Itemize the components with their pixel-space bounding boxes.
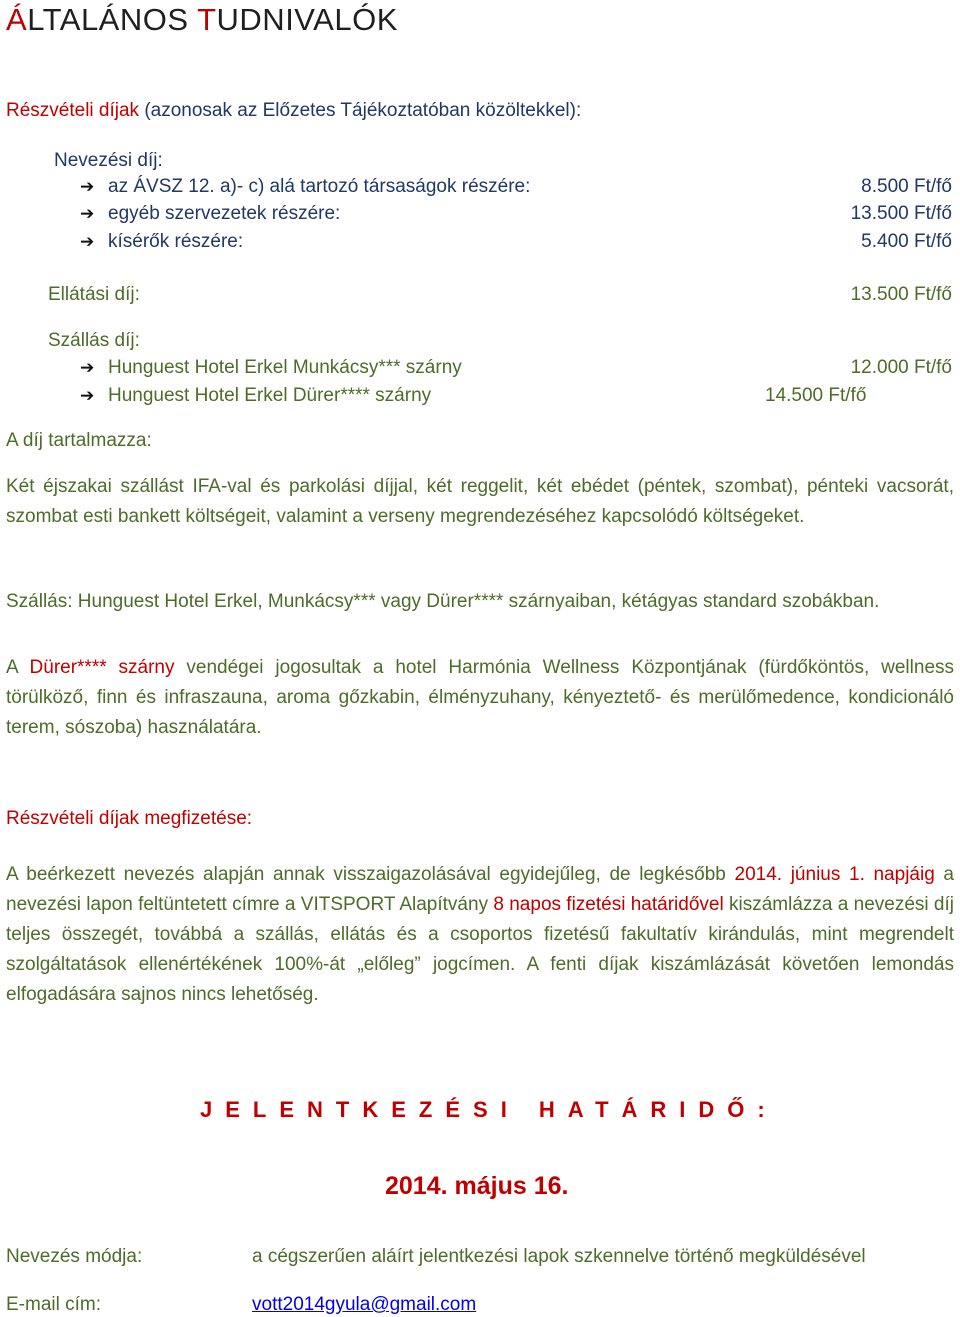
fees-heading: Részvételi díjak (azonosak az Előzetes Tájékoztatóban közöltekkel):	[6, 100, 582, 121]
lodging-fee-item-2: ➔ Hunguest Hotel Erkel Dürer**** szárny	[80, 385, 432, 406]
entry-fee-item-3: ➔ kísérők részére:	[80, 231, 244, 252]
lodging-fee-item-1: ➔ Hunguest Hotel Erkel Munkácsy*** szárny	[80, 357, 462, 378]
arrow-right-icon: ➔	[80, 386, 95, 405]
lodging-text: Szállás: Hunguest Hotel Erkel, Munkácsy*** vagy Dürer**** szárnyaiban, kétágyas standard szobákban.	[6, 591, 880, 612]
includes-label: A díj tartalmazza:	[6, 430, 152, 451]
lodging-fee-amount-1: 12.000 Ft/fő	[850, 357, 952, 378]
entry-fee-amount-2: 13.500 Ft/fő	[850, 203, 952, 224]
lodging-fee-label: Szállás díj:	[48, 330, 140, 351]
payment-paragraph: A beérkezett nevezés alapján annak visszaigazolásával egyidejűleg, de legkésőbb 2014. június 1. napjáig a nevezési lapon feltüntetett címre a VITSPORT Alapítvány 8 napos fizetési határidővel kiszámlázza a nevezési díj teljes összegét, továbbá a szállás, ellátás és a csoportos fizetésű fakultatív kirándulás, mint megrendelt szolgáltatások ellenértékének 100%-át „előleg” jogcímen. A fenti díjak kiszámlázását követően lemondás elfogadására sajnos nincs lehetőség.	[6, 864, 954, 1005]
entry-fee-amount-3: 5.400 Ft/fő	[861, 231, 952, 252]
arrow-right-icon: ➔	[80, 232, 95, 251]
arrow-right-icon: ➔	[80, 177, 95, 196]
registration-value: a cégszerűen aláírt jelentkezési lapok szkennelve történő megküldésével	[252, 1246, 866, 1267]
page-title: ÁLTALÁNOS TUDNIVALÓK	[6, 2, 398, 37]
arrow-right-icon: ➔	[80, 358, 95, 377]
entry-fee-label: Nevezési díj:	[54, 150, 163, 171]
deadline-date: 2014. május 16.	[385, 1172, 569, 1200]
lodging-fee-amount-2: 14.500 Ft/fő	[765, 385, 867, 406]
entry-fee-amount-1: 8.500 Ft/fő	[861, 176, 952, 197]
deadline-heading: JELENTKEZÉSI HATÁRIDŐ:	[200, 1097, 778, 1122]
registration-label: Nevezés módja:	[6, 1246, 143, 1267]
board-fee-label: Ellátási díj:	[48, 284, 140, 305]
arrow-right-icon: ➔	[80, 204, 95, 223]
durer-paragraph: A Dürer**** szárny vendégei jogosultak a hotel Harmónia Wellness Központjának (fürdőköntös, wellness törülköző, finn és infraszauna, aroma gőzkabin, élményzuhany, kényeztető- és merülőmedence, kondicionáló terem, sószoba) használatára.	[6, 657, 955, 738]
entry-fee-item-2: ➔ egyéb szervezetek részére:	[80, 203, 341, 224]
email-link[interactable]: vott2014gyula@gmail.com	[252, 1294, 477, 1315]
entry-fee-item-1: ➔ az ÁVSZ 12. a)- c) alá tartozó társaságok részére:	[80, 176, 531, 197]
board-fee-amount: 13.500 Ft/fő	[850, 284, 952, 305]
payment-heading: Részvételi díjak megfizetése:	[6, 808, 253, 829]
email-label: E-mail cím:	[6, 1294, 101, 1315]
includes-text: Két éjszakai szállást IFA-val és parkolási díjjal, két reggelit, két ebédet (péntek, szombat), pénteki vacsorát, szombat esti bankett költségeit, valamint a verseny megrendezéséhez kapcsolódó költségeket.	[6, 476, 954, 527]
